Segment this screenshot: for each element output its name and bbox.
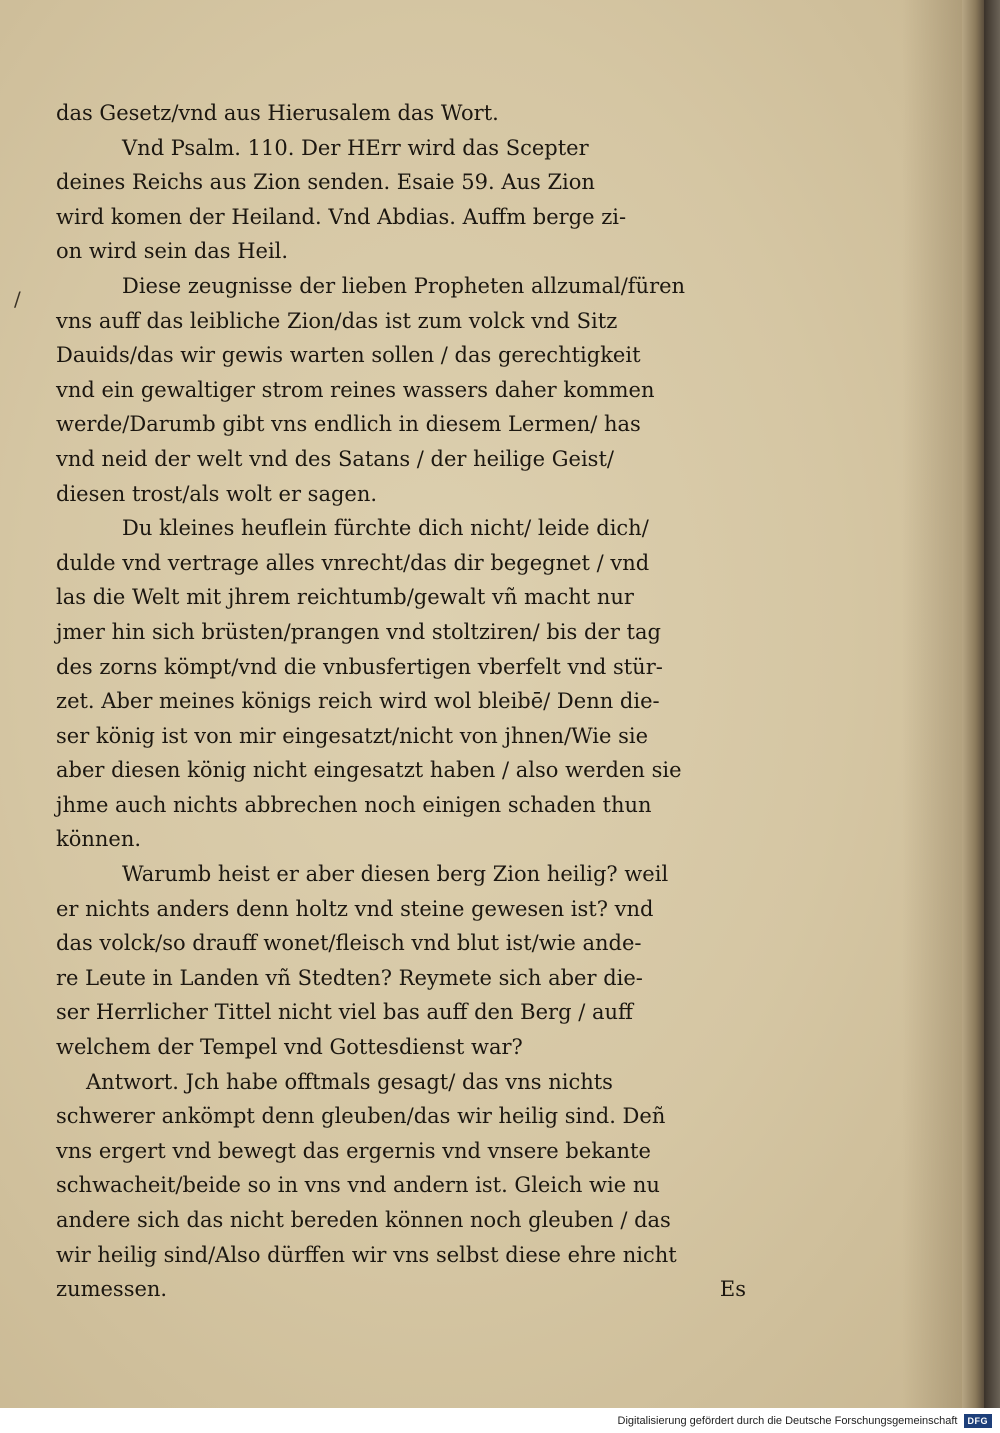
text-line: on wird sein das Heil. xyxy=(56,239,289,264)
text-line: Antwort. Jch habe offtmals gesagt/ das vns nichts xyxy=(86,1069,613,1094)
text-line: vnd ein gewaltiger strom reines wassers daher kommen xyxy=(56,377,655,402)
text-line: wird komen der Heiland. Vnd Abdias. Auffm berge zi- xyxy=(56,204,627,229)
text-line: Vnd Psalm. 110. Der HErr wird das Scepter xyxy=(122,135,589,160)
footer-bar xyxy=(0,1408,1000,1433)
text-line: Dauids/das wir gewis warten sollen / das gerechtigkeit xyxy=(56,343,641,368)
text-line: vns auff das leibliche Zion/das ist zum volck vnd Sitz xyxy=(56,308,618,333)
text-line: das Gesetz/vnd aus Hierusalem das Wort. xyxy=(56,101,499,125)
text-line: aber diesen könig nicht eingesatzt haben / also werden sie xyxy=(56,758,682,783)
page-edge xyxy=(962,0,984,1408)
text-line: können. xyxy=(56,827,142,852)
catchword: Es xyxy=(719,1277,746,1302)
text-line: Warumb heist er aber diesen berg Zion heilig? weil xyxy=(122,862,669,887)
text-line: welchem der Tempel vnd Gottesdienst war? xyxy=(56,1035,523,1060)
text-line: diesen trost/als wolt er sagen. xyxy=(56,481,378,506)
text-line: jhme auch nichts abbrechen noch einigen schaden thun xyxy=(56,792,652,817)
text-line: schwerer ankömpt denn gleuben/das wir heilig sind. Deñ xyxy=(56,1104,666,1129)
text-line: schwacheit/beide so in vns vnd andern ist. Gleich wie nu xyxy=(56,1173,660,1198)
text-line: ser könig ist von mir eingesatzt/nicht von jhnen/Wie sie xyxy=(56,723,649,748)
text-line: jmer hin sich brüsten/prangen vnd stoltziren/ bis der tag xyxy=(56,619,661,644)
footer-credit: Digitalisierung gefördert durch die Deutsche Forschungsgemeinschaft xyxy=(617,1414,958,1427)
body-text xyxy=(56,96,746,1307)
text-line: zet. Aber meines königs reich wird wol bleibē/ Denn die- xyxy=(56,689,660,714)
text-line: vnd neid der welt vnd des Satans / der heilige Geist/ xyxy=(56,446,614,471)
text-line: er nichts anders denn holtz vnd steine gewesen ist? vnd xyxy=(56,896,654,921)
text-line: ser Herrlicher Tittel nicht viel bas auff den Berg / auff xyxy=(56,1000,633,1025)
text-line: Diese zeugnisse der lieben Propheten allzumal/füren xyxy=(122,273,686,298)
text-line: vns ergert vnd bewegt das ergernis vnd vnsere bekante xyxy=(56,1138,651,1163)
text-line: das volck/so drauff wonet/fleisch vnd blut ist/wie ande- xyxy=(56,931,642,956)
text-line: Du kleines heuflein fürchte dich nicht/ leide dich/ xyxy=(122,516,649,541)
text-line: wir heilig sind/Also dürffen wir vns selbst diese ehre nicht xyxy=(56,1242,677,1267)
text-line: deines Reichs aus Zion senden. Esaie 59. Aus Zion xyxy=(56,170,595,195)
text-line: re Leute in Landen vñ Stedten? Reymete sich aber die- xyxy=(56,965,643,990)
book-binding xyxy=(984,0,1000,1408)
text-line: andere sich das nicht bereden können noch gleuben / das xyxy=(56,1208,671,1232)
text-line: des zorns kömpt/vnd die vnbusfertigen vberfelt vnd stür- xyxy=(56,654,663,679)
text-line: zumessen. xyxy=(56,1277,168,1302)
text-line: werde/Darumb gibt vns endlich in diesem Lermen/ has xyxy=(56,412,641,437)
text-line: dulde vnd vertrage alles vnrecht/das dir begegnet / vnd xyxy=(56,550,650,575)
dfg-logo-icon: DFG xyxy=(964,1414,993,1428)
margin-mark: / xyxy=(14,287,21,311)
text-line: las die Welt mit jhrem reichtumb/gewalt vñ macht nur xyxy=(56,585,634,610)
